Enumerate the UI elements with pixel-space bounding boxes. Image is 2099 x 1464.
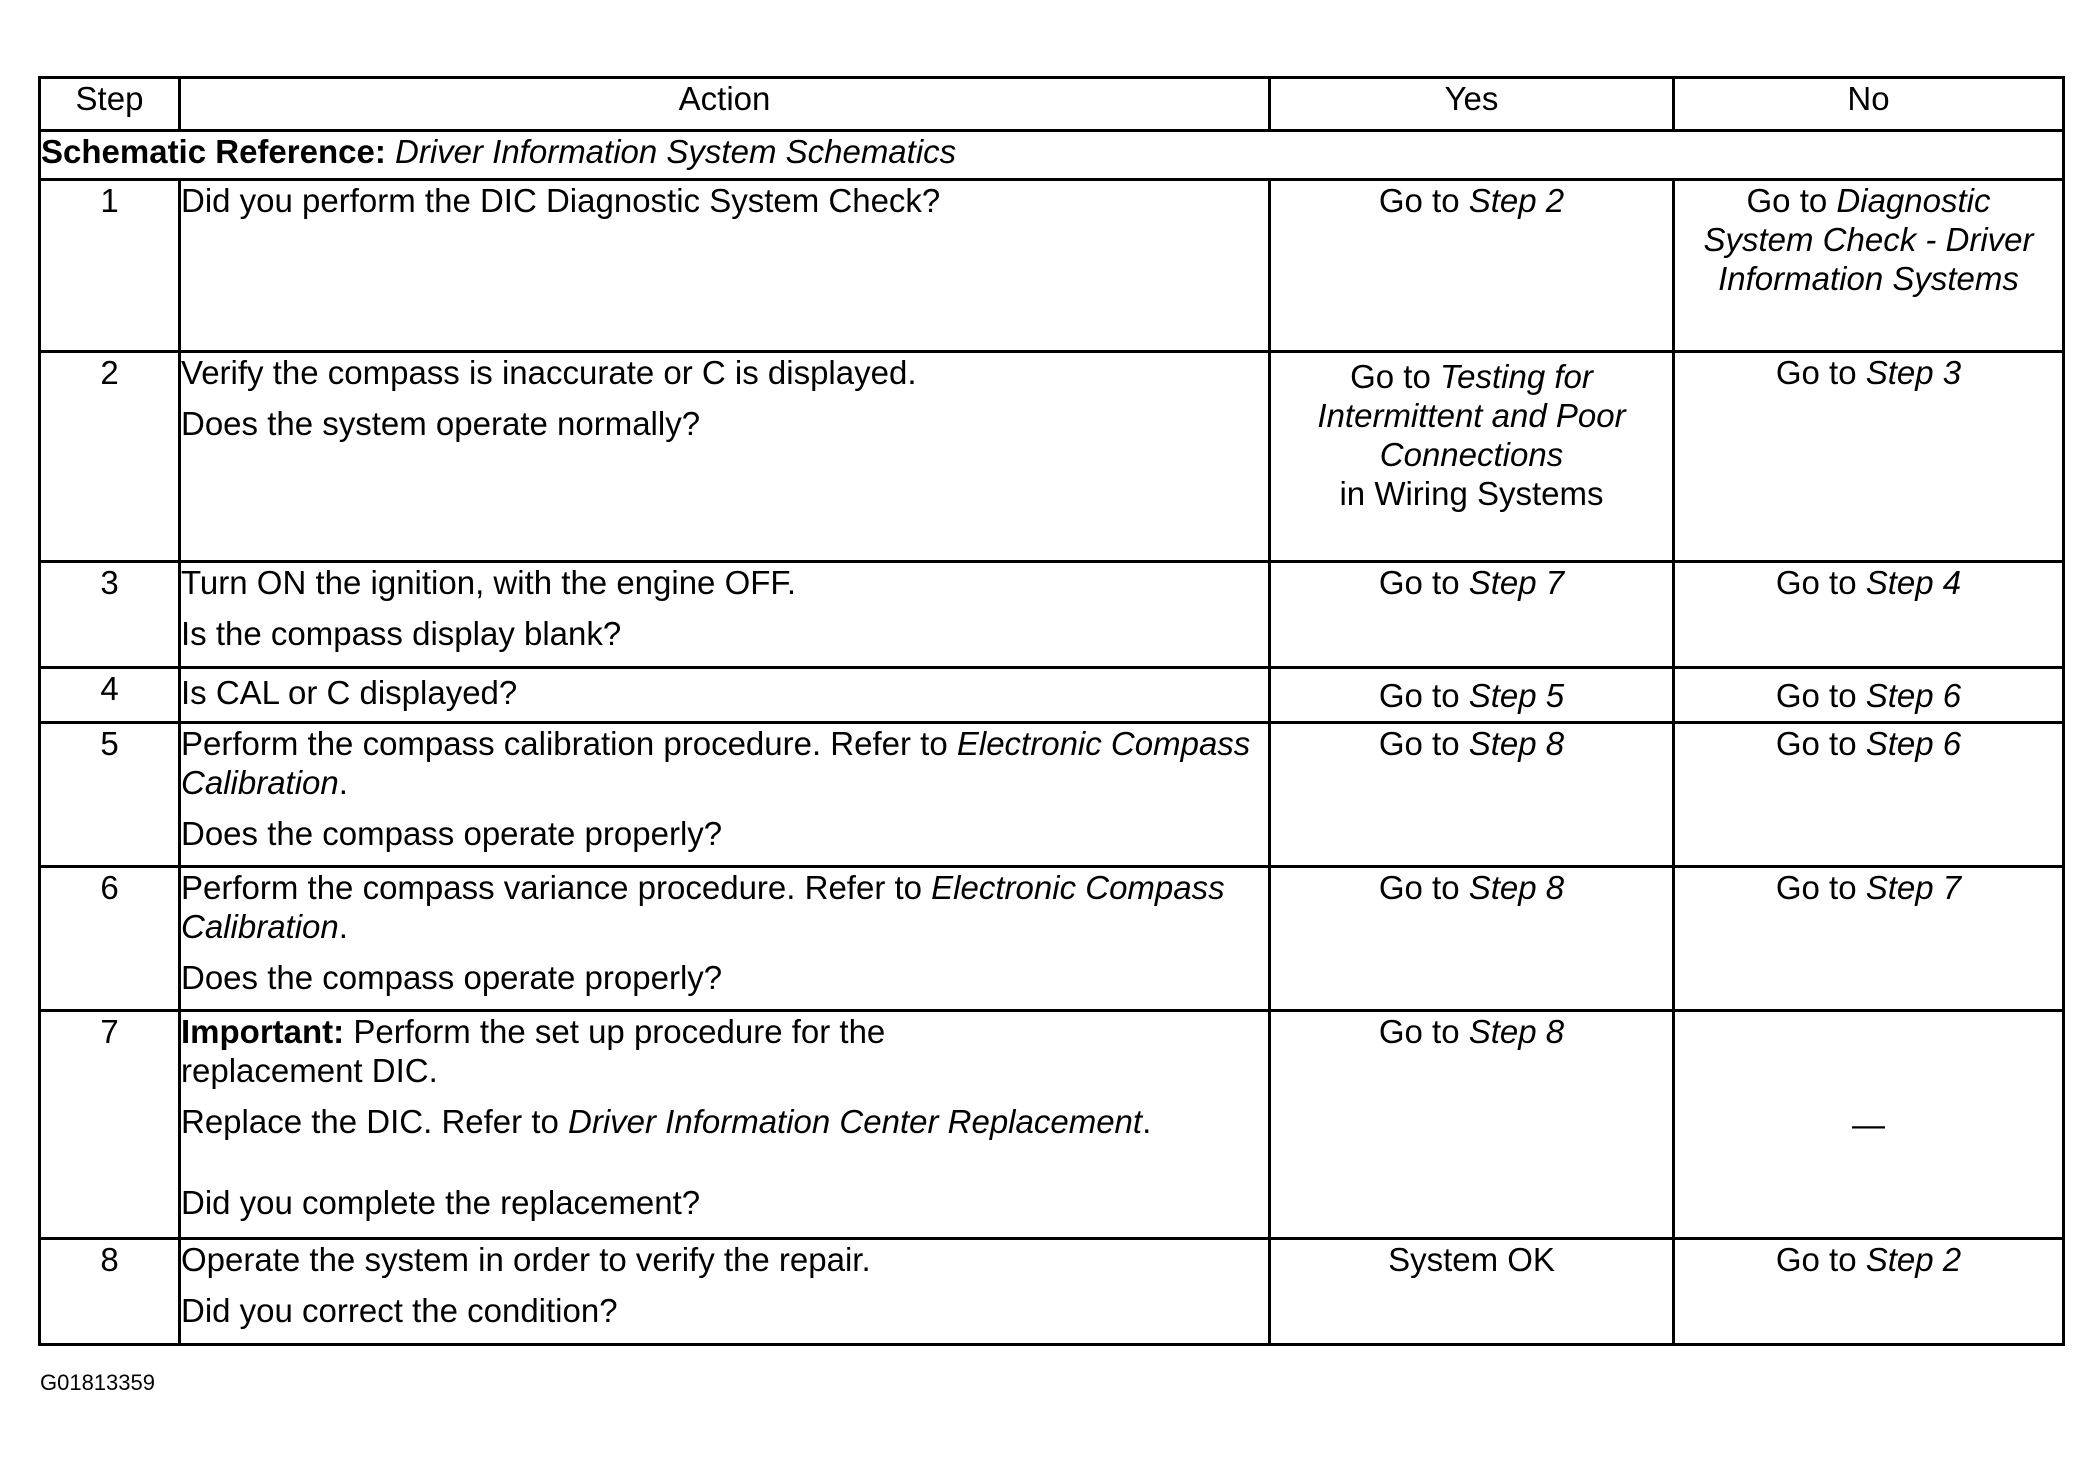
action-text [181,724,1268,802]
yes-prefix: Go to [1378,869,1469,906]
yes-link[interactable]: Step 7 [1468,564,1565,601]
action-cell [180,562,1270,668]
no-prefix: Go to [1746,182,1837,219]
yes-suffix: in Wiring Systems [1339,475,1604,512]
table-row [40,180,2064,352]
action-sentence: Perform the set up procedure for the replacement DIC. [181,1013,886,1089]
figure-code: G01813359 [40,1370,155,1395]
header-yes: Yes [1270,78,1674,131]
action-sentence: Perform the compass variance procedure. Refer to [181,869,932,906]
table-row [40,1011,2064,1239]
action-text [181,1102,1268,1141]
yes-link[interactable]: Step 5 [1468,676,1565,714]
no-prefix: Go to [1775,676,1866,714]
yes-cell [1270,668,1674,723]
yes-prefix: Go to [1350,358,1440,395]
action-text: Verify the compass is inaccurate or C is displayed. [181,354,917,391]
action-text: Turn ON the ignition, with the engine OFF. [181,564,797,601]
table-row [40,668,2064,723]
yes-text: System OK [1388,1241,1555,1278]
yes-link[interactable]: Step 8 [1468,725,1565,762]
action-text: Does the system operate normally? [181,405,701,442]
step-number: 2 [40,352,180,562]
important-label: Important: [181,1013,345,1050]
no-cell [1674,1239,2064,1345]
action-text: Operate the system in order to verify the repair. [181,1241,871,1278]
action-cell [180,1011,1270,1239]
action-text: Is CAL or C displayed? [181,674,518,711]
header-no: No [1674,78,2064,131]
table-row [40,562,2064,668]
no-cell [1674,352,2064,562]
reference-label: Schematic Reference: [41,133,386,170]
action-text: Did you complete the replacement? [181,1184,701,1221]
step-number: 4 [40,668,180,723]
schematic-reference [40,131,2064,180]
reference-link[interactable]: Driver Information System Schematics [395,133,957,170]
action-cell [180,668,1270,723]
yes-cell [1270,1011,1674,1239]
no-cell [1674,723,2064,867]
no-link[interactable]: Step 7 [1865,869,1962,906]
header-step: Step [40,78,180,131]
yes-cell [1270,352,1674,562]
header-row [40,78,2064,131]
yes-prefix: Go to [1378,676,1469,714]
no-link[interactable]: Step 6 [1865,725,1962,762]
no-cell [1674,180,2064,352]
table-row [40,352,2064,562]
action-text: Is the compass display blank? [181,615,622,652]
action-text [181,1012,1268,1090]
action-cell [180,867,1270,1011]
yes-cell [1270,1239,1674,1345]
reference-link[interactable]: Electronic Compass Calibration [181,725,1251,801]
action-end: . [1142,1103,1152,1140]
no-prefix: Go to [1775,1241,1866,1278]
step-number: 3 [40,562,180,668]
yes-link[interactable]: Testing for Intermittent and Poor Connections [1317,358,1626,473]
no-cell [1674,562,2064,668]
step-number: 1 [40,180,180,352]
no-prefix: Go to [1775,354,1866,391]
step-number: 6 [40,867,180,1011]
diagnostic-table [38,76,2065,1346]
yes-link[interactable]: Step 2 [1468,182,1565,219]
step-number: 8 [40,1239,180,1345]
no-prefix: Go to [1775,564,1866,601]
step-number: 5 [40,723,180,867]
table-row [40,867,2064,1011]
no-cell [1674,668,2064,723]
yes-prefix: Go to [1378,1013,1469,1050]
action-cell [180,180,1270,352]
yes-prefix: Go to [1378,564,1469,601]
action-text: Does the compass operate properly? [181,815,723,852]
no-dash: — [1852,1106,1885,1143]
action-text: Did you perform the DIC Diagnostic System Check? [181,182,941,219]
yes-prefix: Go to [1378,725,1469,762]
yes-cell [1270,562,1674,668]
action-sentence: Perform the compass calibration procedure. Refer to [181,725,957,762]
yes-cell [1270,180,1674,352]
action-end: . [338,908,348,945]
yes-cell [1270,723,1674,867]
no-link[interactable]: Step 3 [1865,354,1962,391]
reference-link[interactable]: Electronic Compass Calibration [181,869,1225,945]
action-cell [180,723,1270,867]
action-cell [180,1239,1270,1345]
header-action: Action [180,78,1270,131]
action-text: Does the compass operate properly? [181,959,723,996]
no-cell [1674,1011,2064,1239]
yes-prefix: Go to [1378,182,1469,219]
yes-link[interactable]: Step 8 [1468,869,1565,906]
no-cell [1674,867,2064,1011]
no-prefix: Go to [1775,869,1866,906]
action-sentence: Replace the DIC. Refer to [181,1103,569,1140]
no-link[interactable]: Step 4 [1865,564,1962,601]
action-end: . [338,764,348,801]
yes-cell [1270,867,1674,1011]
yes-link[interactable]: Step 8 [1468,1013,1565,1050]
no-link[interactable]: Step 2 [1865,1241,1962,1278]
no-link[interactable]: Step 6 [1865,676,1962,714]
reference-row [40,131,2064,180]
action-text: Did you correct the condition? [181,1292,618,1329]
action-cell [180,352,1270,562]
reference-link[interactable]: Driver Information Center Replacement [568,1103,1143,1140]
action-text [181,868,1268,946]
no-prefix: Go to [1775,725,1866,762]
table-row [40,1239,2064,1345]
no-link[interactable]: Diagnostic System Check - Driver Information Systems [1703,182,2034,297]
table-row [40,723,2064,867]
step-number: 7 [40,1011,180,1239]
